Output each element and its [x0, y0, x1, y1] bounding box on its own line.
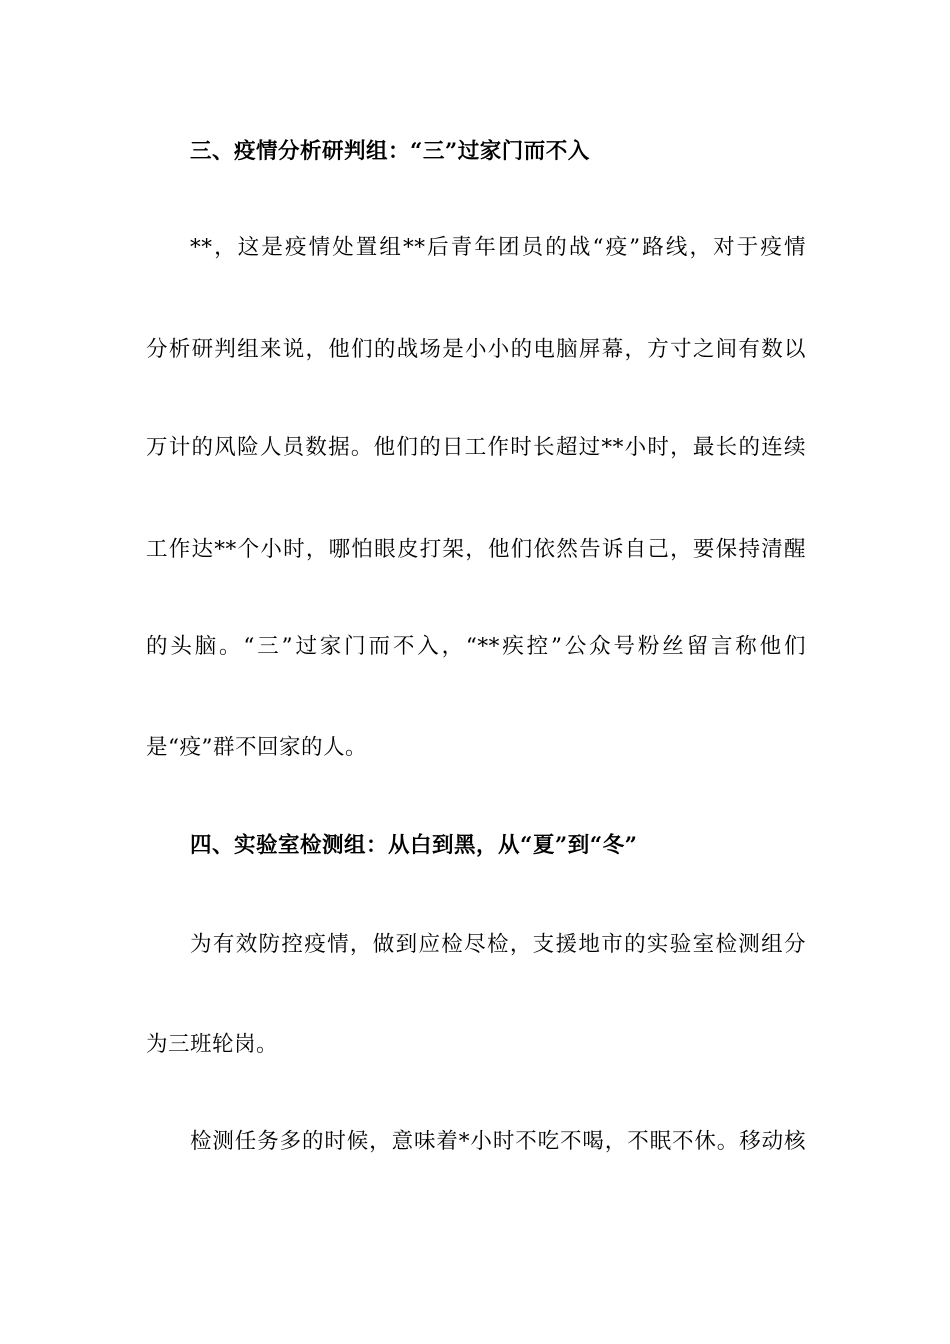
paragraph-line: 为三班轮岗。	[146, 1032, 279, 1057]
paragraph-line: 工作达**个小时，哪怕眼皮打架，他们依然告诉自己，要保持清醒	[146, 537, 806, 562]
paragraph-line: 为有效防控疫情，做到应检尽检，支援地市的实验室检测组分	[190, 932, 806, 957]
paragraph-line: **，这是疫情处置组**后青年团员的战“疫”路线，对于疫情	[190, 235, 806, 260]
section-heading: 四、实验室检测组：从白到黑，从“夏”到“冬”	[190, 833, 638, 858]
paragraph-line: 是“疫”群不回家的人。	[146, 735, 367, 760]
paragraph-line: 万计的风险人员数据。他们的日工作时长超过**小时，最长的连续	[146, 435, 806, 460]
section-heading: 三、疫情分析研判组：“三”过家门而不入	[190, 139, 590, 164]
paragraph-line: 检测任务多的时候，意味着*小时不吃不喝，不眠不休。移动核	[190, 1129, 806, 1154]
paragraph-line: 分析研判组来说，他们的战场是小小的电脑屏幕，方寸之间有数以	[146, 337, 806, 362]
paragraph-line: 的头脑。“三”过家门而不入，“**疾控”公众号粉丝留言称他们	[146, 634, 806, 659]
